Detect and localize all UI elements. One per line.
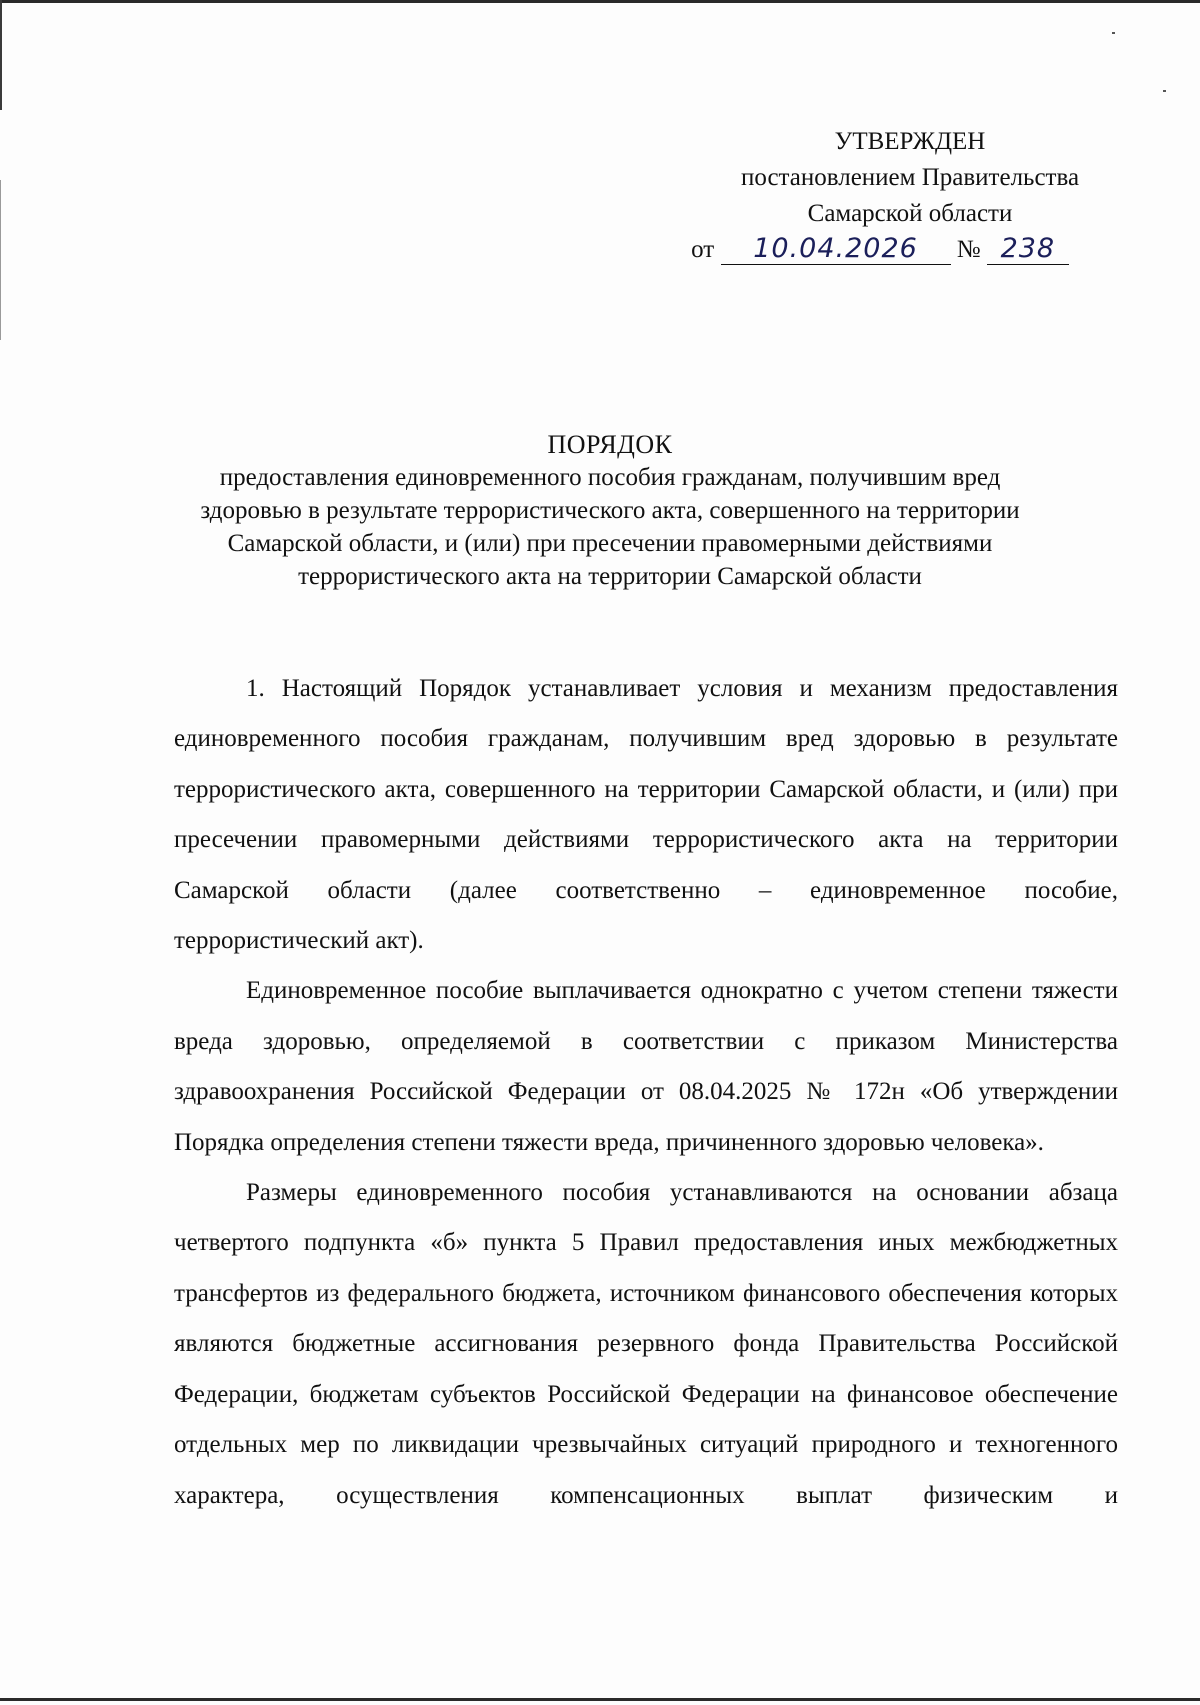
handwritten-number: 238 [987,234,1069,265]
body-paragraph: Размеры единовременного пособия устанавливаются на основании абзаца четвертого подпункта «б» пункта 5 Правил предоставления иных межбюджетных трансфертов из федерального бюджета, источником финансового обеспечения которых являются бюджетные ассигнования резервного фонда Правительства Российской Федерации, бюджетам субъектов Российской Федерации на финансовое обеспечение отдельных мер по ликвидации чрезвычайных ситуаций природного и техногенного характера, осуществления компенсационных выплат физическим и [174,1179,1118,1509]
handwritten-date: 10.04.2026 [721,234,951,265]
scan-edge-bottom [0,1698,1200,1701]
scan-edge-left [0,0,2,110]
scan-edge-top [0,0,1200,3]
scan-speck [1163,90,1166,92]
title-line: террористического акта на территории Самарской области [298,563,922,590]
scan-speck [1112,32,1115,34]
document-body [174,664,1118,1521]
date-prefix: от [691,236,715,263]
body-paragraph: Единовременное пособие выплачивается однократно с учетом степени тяжести вреда здоровью, определяемой в соответствии с приказом Министерства здравоохранения Российской Федерации от 08.04.2025 № 172н «Об утверждении Порядка определения степени тяжести вреда, причиненного здоровью человека». [174,977,1118,1156]
approval-block [691,124,1120,268]
title-line: здоровью в результате террористического акта, совершенного на территории [200,497,1020,524]
approval-line-1: постановлением Правительства [740,164,1080,191]
approval-status: УТВЕРЖДЕН [834,128,986,155]
scan-edge-left-faint [0,180,1,340]
number-sign: № [956,236,981,263]
document-title [160,428,1060,593]
approval-date-line [670,232,1090,268]
title-line: предоставления единовременного пособия гражданам, получившим вред [219,464,1001,491]
body-paragraph: 1. Настоящий Порядок устанавливает условия и механизм предоставления единовременного пособия гражданам, получившим вред здоровью в результате террористического акта, совершенного на территории Самарской области, и (или) при пресечении правомерными действиями террористического акта на территории Самарской области (далее соответственно – единовременное пособие, террористический акт). [174,675,1118,955]
title-line: Самарской области, и (или) при пресечении правомерными действиями [227,530,993,557]
title-heading: ПОРЯДОК [547,430,673,459]
approval-line-2: Самарской области [807,200,1013,227]
